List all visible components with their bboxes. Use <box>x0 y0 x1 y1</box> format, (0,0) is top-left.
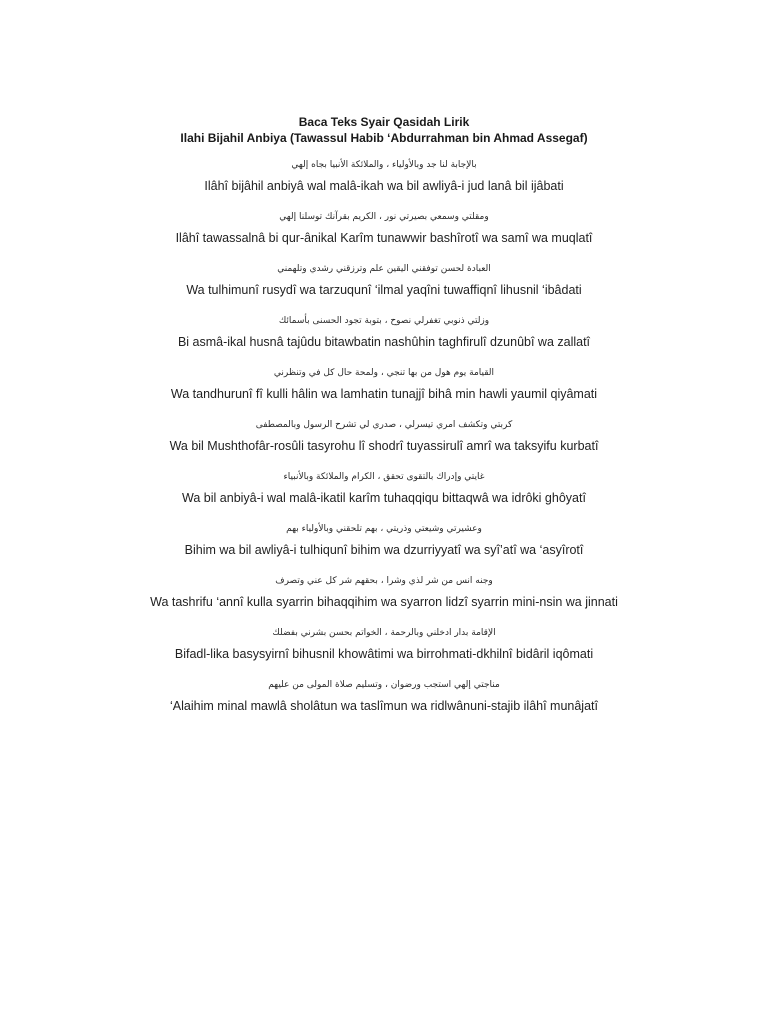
verse-arabic-text: العبادة لحسن توفقني اليقين علم وترزقني رشدي وتلهمني <box>277 264 491 274</box>
verse-8 <box>0 520 768 572</box>
verse-arabic-text: وزلتي ذنوبي تغفرلي نصوح ، بتوبة تجود الحسنى بأسمائك <box>278 316 490 326</box>
verse-list <box>0 156 768 728</box>
verse-latin-text: Ilâhî tawassalnâ bi qur-ânikal Karîm tunawwir bashîrotî wa samî wa muqlatî <box>175 231 593 245</box>
verse-latin-text: ‘Alaihim minal mawlâ sholâtun wa taslîmun wa ridlwânuni-stajib ilâhî munâjatî <box>170 699 598 713</box>
verse-6 <box>0 416 768 468</box>
verse-latin-text: Bihim wa bil awliyâ-i tulhiqunî bihim wa dzurriyyatî wa syî’atî wa ‘asyîrotî <box>184 543 584 557</box>
verse-latin-text: Wa bil Mushthofâr-rosûli tasyrohu lî shodrî tuyassirulî amrî wa taksyifu kurbatî <box>169 439 599 453</box>
document-subtitle: Ilahi Bijahil Anbiya (Tawassul Habib ‘Abdurrahman bin Ahmad Assegaf) <box>180 131 588 145</box>
verse-4 <box>0 312 768 364</box>
document-title: Baca Teks Syair Qasidah Lirik <box>298 115 470 129</box>
verse-latin-text: Bifadl-lika basysyirnî bihusnil khowâtimi wa birrohmati-dkhilnî bidâril iqômati <box>174 647 594 661</box>
verse-3 <box>0 260 768 312</box>
verse-arabic-text: وعشيرتي وشيعتي وذريتي ، بهم تلحقني وبالأولياء بهم <box>286 524 482 534</box>
verse-9 <box>0 572 768 624</box>
verse-2 <box>0 208 768 260</box>
verse-latin-text: Wa bil anbiyâ-i wal malâ-ikatil karîm tuhaqqiqu bittaqwâ wa idrôki ghôyatî <box>182 491 586 505</box>
verse-5 <box>0 364 768 416</box>
verse-latin-text: Bi asmâ-ikal husnâ tajûdu bitawbatin nashûhin taghfirulî dzunûbî wa zallatî <box>177 335 591 349</box>
verse-arabic-text: مناجتي إلهي استجب ورضوان ، وتسليم صلاة المولى من عليهم <box>268 680 500 690</box>
verse-arabic-text: وجنه انس من شر لذي وشرا ، بحقهم شر كل عني وتصرف <box>275 576 493 586</box>
verse-arabic-text: بالإجابة لنا جد وبالأولياء ، والملائكة الأنبيا بجاه إلهي <box>291 160 477 170</box>
verse-latin-text: Wa tulhimunî rusydî wa tarzuqunî ‘ilmal yaqîni tuwaffiqnî lihusnil ‘ibâdati <box>186 283 582 297</box>
verse-latin-text: Wa tashrifu ‘annî kulla syarrin bihaqqihim wa syarron lidzî syarrin mini-nsin wa jinnati <box>150 595 618 609</box>
verse-latin-text: Ilâhî bijâhil anbiyâ wal malâ-ikah wa bil awliyâ-i jud lanâ bil ijâbati <box>204 179 564 193</box>
verse-7 <box>0 468 768 520</box>
verse-arabic-text: ومقلتي وسمعي بصيرتي نور ، الكريم بقرآنك توسلنا إلهي <box>279 212 489 222</box>
verse-arabic-text: غايتي وإدراك بالتقوى تحقق ، الكرام والملائكة وبالأنبياء <box>283 472 485 482</box>
verse-1 <box>0 156 768 208</box>
verse-arabic-text: القيامة يوم هول من بها تنجي ، ولمحة حال كل في وتنظرني <box>273 368 495 378</box>
verse-arabic-text: الإقامة بدار ادخلني وبالرحمة ، الخواتم بحسن بشرني بفضلك <box>272 628 496 638</box>
verse-arabic-text: كربتي وتكشف امري تيسرلي ، صدري لي تشرح الرسول وبالمصطفى <box>255 420 513 430</box>
verse-11 <box>0 676 768 728</box>
verse-10 <box>0 624 768 676</box>
verse-latin-text: Wa tandhurunî fî kulli hâlin wa lamhatin tunajjî bihâ min hawli yaumil qiyâmati <box>170 387 598 401</box>
